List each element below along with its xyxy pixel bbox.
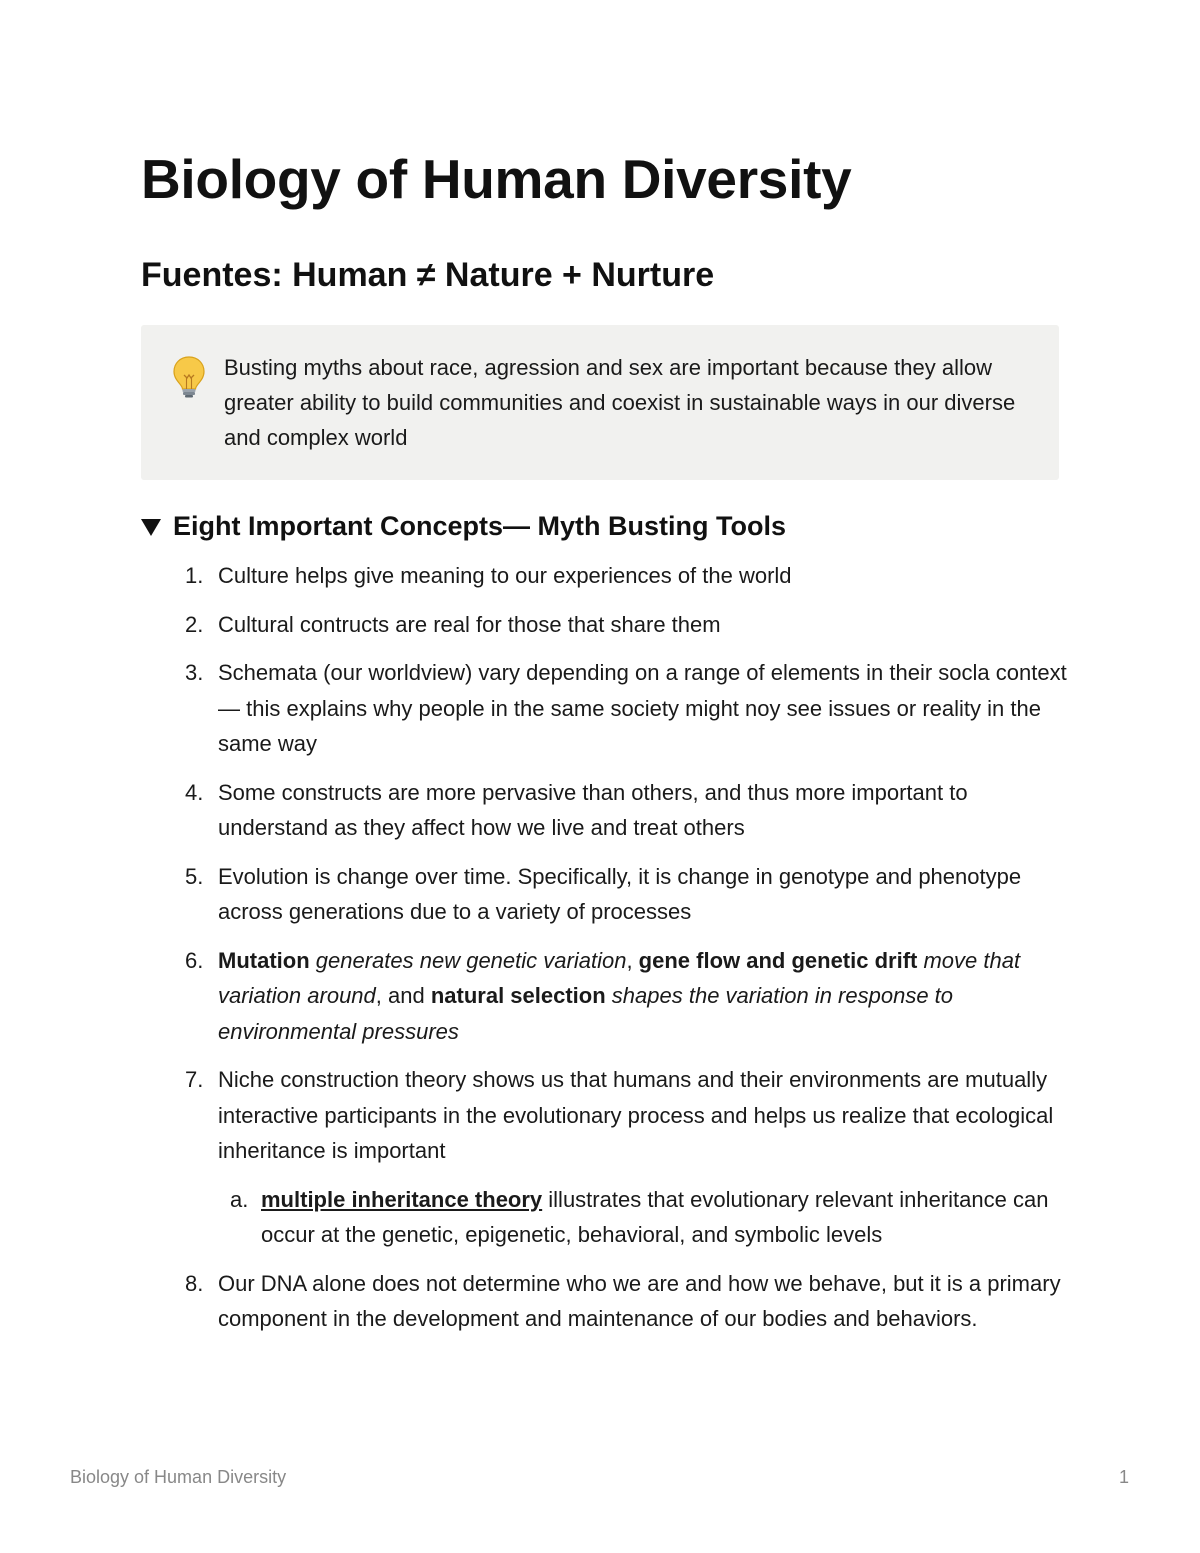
page-title: Biology of Human Diversity [141,148,852,210]
list-item [141,859,1071,930]
list-number: 7. [185,1067,204,1092]
callout-text: Busting myths about race, agression and sex are important because they allow greater ability to build communities and coexist in sustainable ways in our diverse and complex world [224,355,1016,450]
list-item [141,943,1071,1050]
list-item [141,1266,1071,1337]
list-item-text: Evolution is change over time. Specifically, it is change in genotype and phenotype across generations due to a variety of processes [218,863,1022,924]
footer-title: Biology of Human Diversity [70,1467,287,1487]
list-item-text: Niche construction theory shows us that humans and their environments are mutually interactive participants in the evolutionary process and helps us realize that ecological inheritance is important [218,1067,1054,1163]
lightbulb-icon [171,355,207,399]
list-number: 3. [185,660,204,685]
list-number: 4. [185,779,204,805]
text-connector: , and [375,983,431,1008]
list-item [141,558,1071,594]
term-mutation: Mutation [218,947,310,973]
emphasis-gene-flow: move that variation around [218,947,1021,1008]
toggle-heading[interactable] [141,508,786,544]
sub-list-item [218,1182,1071,1253]
concepts-list [141,558,1071,1350]
list-item [141,607,1071,643]
emphasis-natural-selection: shapes the variation in response to environmental pressures [218,983,954,1044]
list-item-text: Culture helps give meaning to our experiences of the world [218,563,792,588]
term-natural-selection: natural selection [430,983,606,1008]
toggle-arrow-down-icon[interactable] [141,519,161,536]
term-multiple-inheritance-theory: multiple inheritance theory [261,1186,543,1212]
list-item-text: Our DNA alone does not determine who we are and how we behave, but it is a primary component in the development and maintenance of our bodies and behaviors. [218,1270,1061,1331]
emphasis-mutation: generates new genetic variation [315,947,627,973]
footer-page-number: 1 [1119,1467,1130,1487]
section-subtitle: Fuentes: Human ≠ Nature + Nurture [141,256,715,294]
list-item-text: Schemata (our worldview) vary depending on a range of elements in their socla context— this explains why people in the same society might noy see issues or reality in the same way [218,660,1067,756]
text-connector: , [626,947,639,973]
list-number: 5. [185,863,204,889]
list-number: 8. [185,1270,204,1296]
list-number: 2. [185,611,204,637]
list-item-text: Cultural contructs are real for those that share them [218,611,721,637]
list-item-text: Some constructs are more pervasive than others, and thus more important to understand as they affect how we live and treat others [218,779,968,840]
list-item [141,775,1071,846]
term-gene-flow: gene flow and genetic drift [638,947,918,973]
sub-list [218,1182,1071,1253]
list-number: 1. [185,563,204,588]
list-number: 6. [185,947,204,973]
list-item [141,1062,1071,1253]
list-item [141,655,1071,762]
toggle-heading-label: Eight Important Concepts— Myth Busting Tools [173,511,786,541]
list-item-text [218,948,1020,1044]
sub-list-item-text: illustrates that evolutionary relevant inheritance can occur at the genetic, epigenetic, behavioral, and symbolic levels [261,1186,1049,1247]
sub-list-marker: a. [230,1186,249,1212]
callout-box [141,325,1059,480]
